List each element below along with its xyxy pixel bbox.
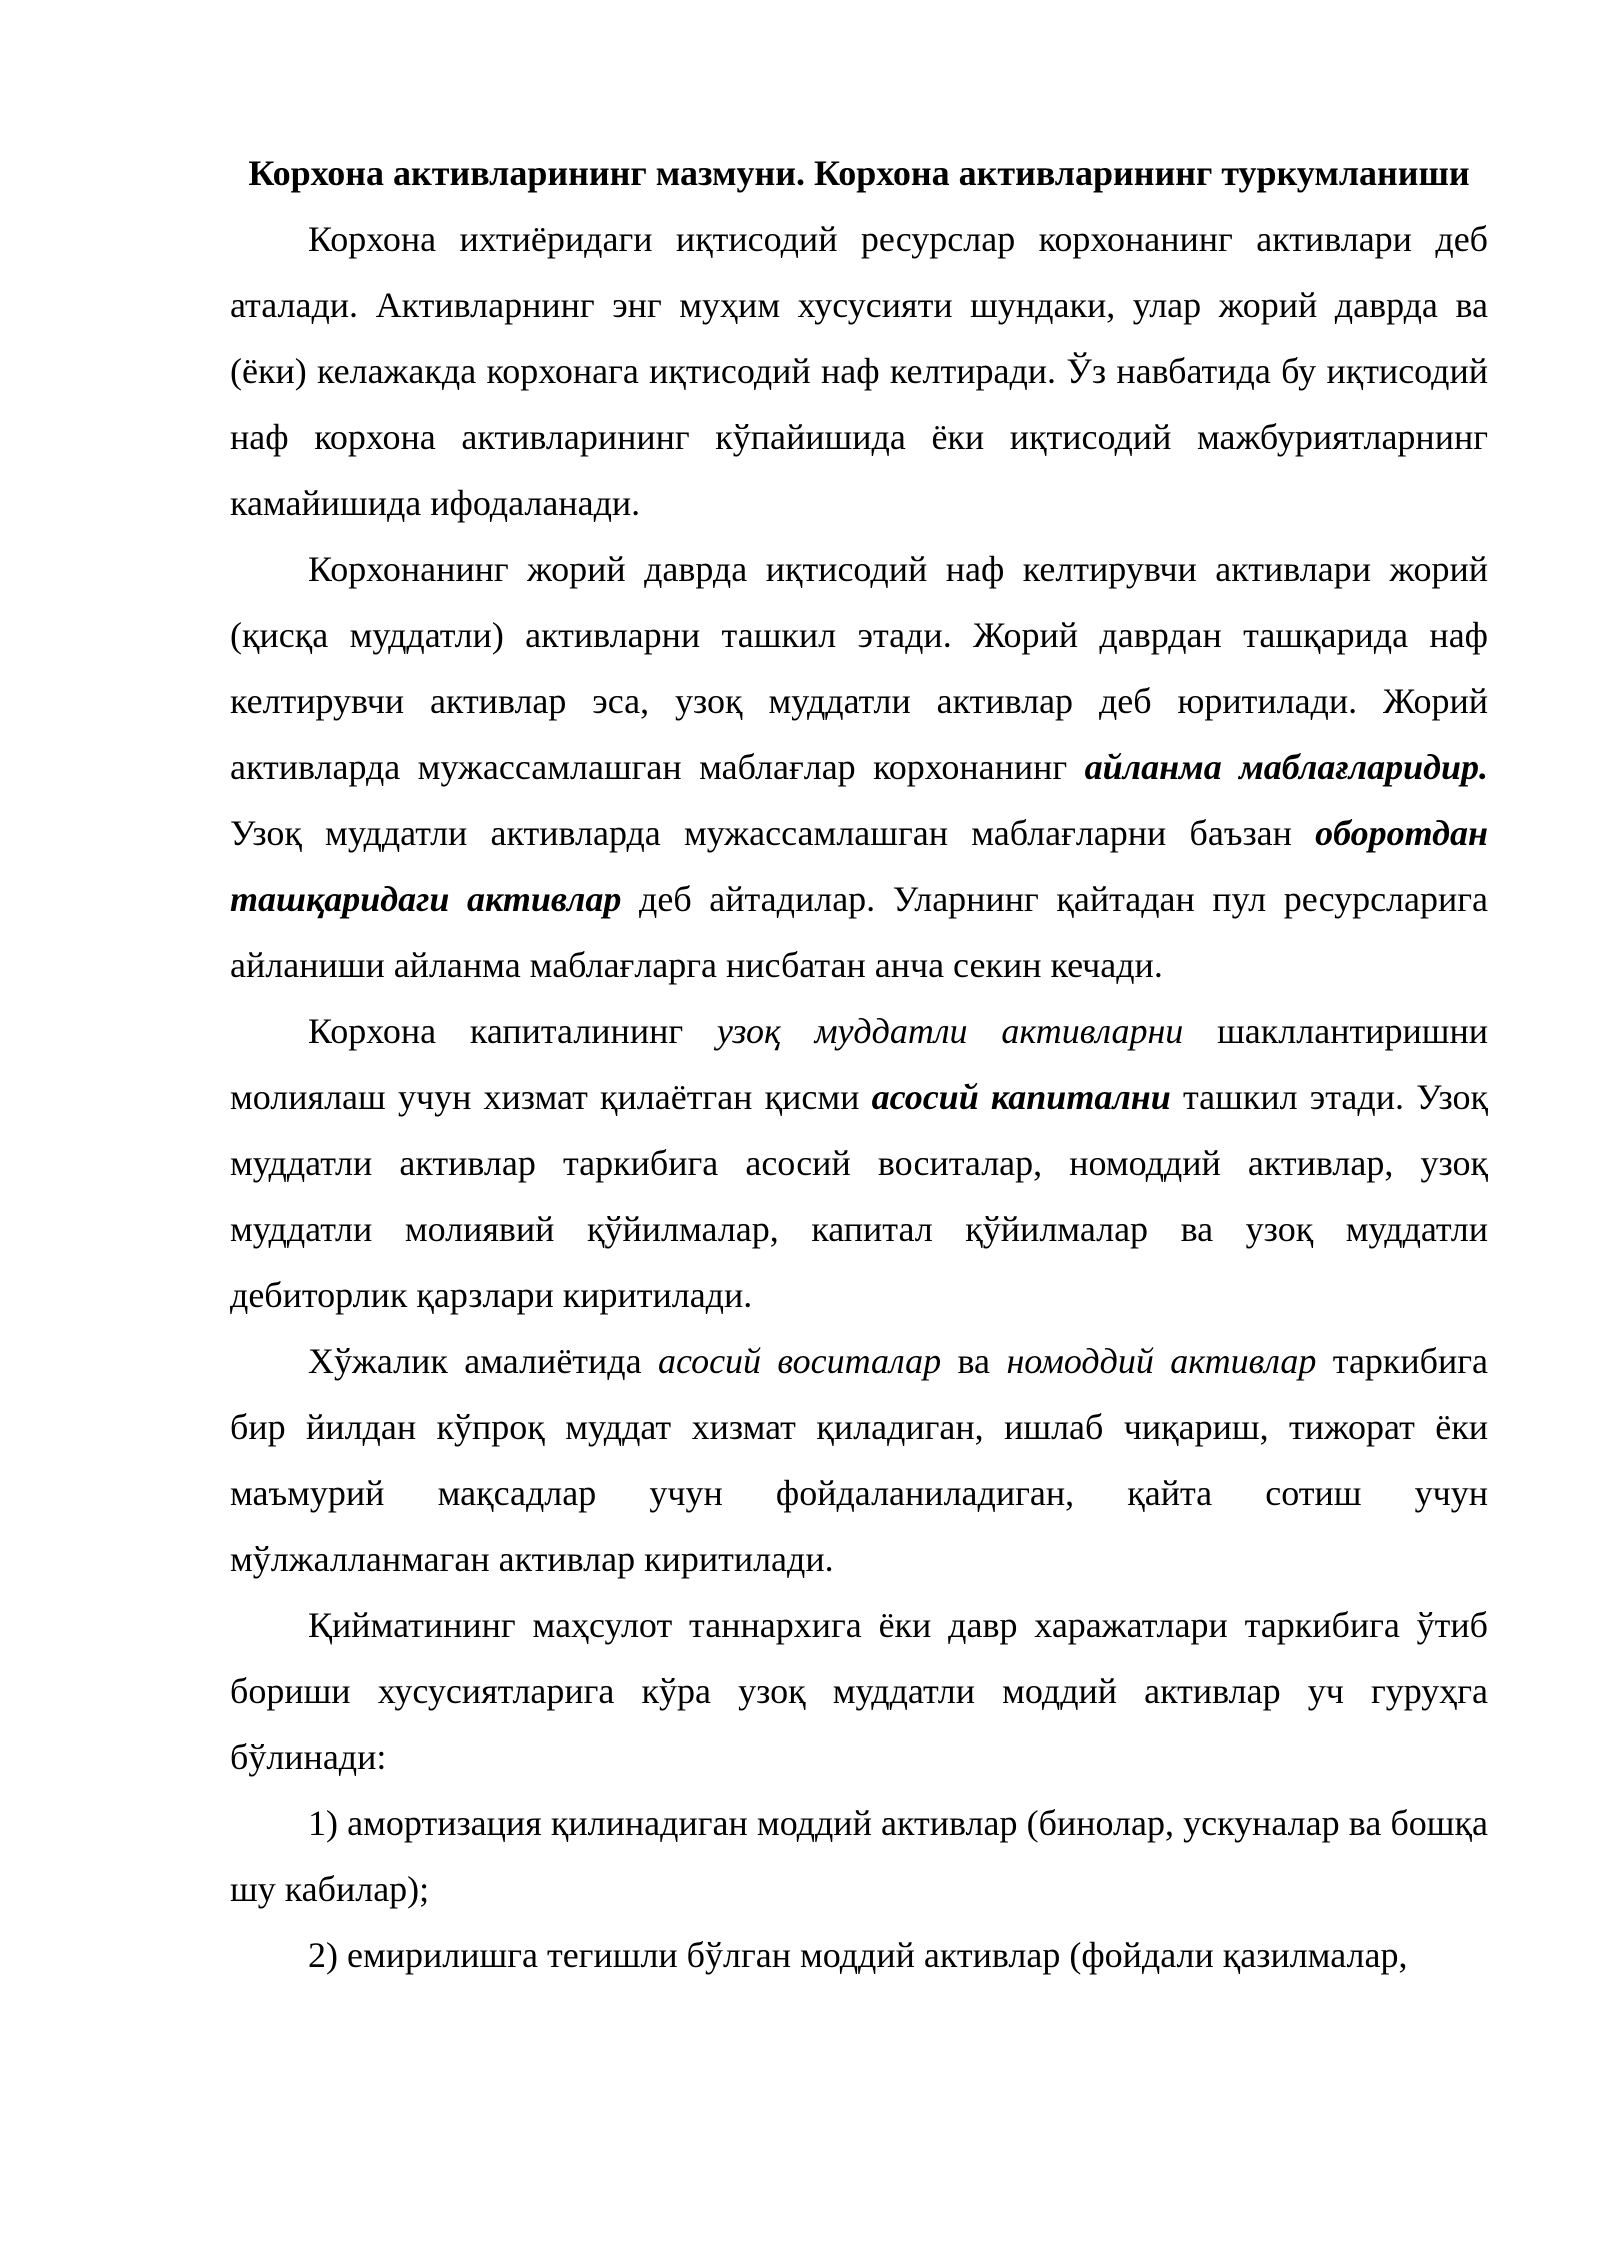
italic-term: узоқ муддатли активларни <box>716 1011 1184 1051</box>
list-item-text: 2) емирилишга тегишли бўлган моддий активлар (фойдали қазилмалар, <box>308 1935 1408 1975</box>
list-item-1 <box>230 1790 1488 1922</box>
list-item-2 <box>230 1922 1488 1988</box>
paragraph-text: ва <box>941 1341 1007 1381</box>
paragraph-1 <box>230 206 1488 536</box>
document-body <box>230 140 1488 1988</box>
paragraph-5 <box>230 1592 1488 1790</box>
italic-term: асосий воситалар <box>657 1341 942 1381</box>
paragraph-text: ташкил этади. Узоқ муддатли активлар таркибига асосий воситалар, номоддий активлар, узоқ муддатли молиявий қўйилмалар, капитал қўйилмалар ва узоқ муддатли дебиторлик қарзлари киритилади. <box>230 1077 1489 1315</box>
paragraph-text: шакллантиришни молиялаш учун хизмат қилаётган қисми <box>230 1011 1488 1117</box>
emphasis-term: оборотдан ташқаридаги активлар <box>230 813 1488 919</box>
paragraph-3 <box>230 998 1488 1328</box>
list-item-text: 1) амортизация қилинадиган моддий активлар (бинолар, ускуналар ва бошқа шу кабилар); <box>230 1803 1488 1909</box>
italic-term: номоддий активлар <box>1006 1341 1317 1381</box>
document-title: Корхона активларининг мазмуни. Корхона активларининг туркумланиши <box>248 153 1470 193</box>
paragraph-text: деб айтадилар. Уларнинг қайтадан пул ресурсларига айланиши айланма маблағларга нисбатан анча секин кечади. <box>230 879 1488 985</box>
paragraph-text: Қийматининг маҳсулот таннархига ёки давр харажатлари таркибига ўтиб бориши хусусиятларига кўра узоқ муддатли моддий активлар уч гуруҳга бўлинади: <box>230 1605 1488 1777</box>
paragraph-text: Корхона капиталининг <box>308 1011 717 1051</box>
paragraph-4 <box>230 1328 1488 1592</box>
paragraph-text: Узоқ муддатли активларда мужассамлашган маблағларни баъзан <box>230 813 1316 853</box>
paragraph-text: Корхонанинг жорий даврда иқтисодий наф келтирувчи активлари жорий (қисқа муддатли) активларни ташкил этади. Жорий даврдан ташқарида наф келтирувчи активлар эса, узоқ муддатли активлар деб юритилади. Жорий активларда мужассамлашган маблағлар корхонанинг <box>230 549 1488 787</box>
emphasis-term: асосий капитални <box>871 1077 1171 1117</box>
paragraph-text: Корхона ихтиёридаги иқтисодий ресурслар корхонанинг активлари деб аталади. Активларнинг энг муҳим хусусияти шундаки, улар жорий даврда ва (ёки) келажакда корхонага иқтисодий наф келтиради. Ўз навбатида бу иқтисодий наф корхона активларининг кўпайишида ёки иқтисодий мажбуриятларнинг камайишида ифодаланади. <box>230 219 1488 523</box>
paragraph-text: таркибига бир йилдан кўпроқ муддат хизмат қиладиган, ишлаб чиқариш, тижорат ёки маъмурий мақсадлар учун фойдаланиладиган, қайта сотиш учун мўлжалланмаган активлар киритилади. <box>230 1341 1488 1579</box>
paragraph-2 <box>230 536 1488 998</box>
paragraph-text: Хўжалик амалиётида <box>308 1341 658 1381</box>
emphasis-term: айланма маблағларидир. <box>1084 747 1488 787</box>
